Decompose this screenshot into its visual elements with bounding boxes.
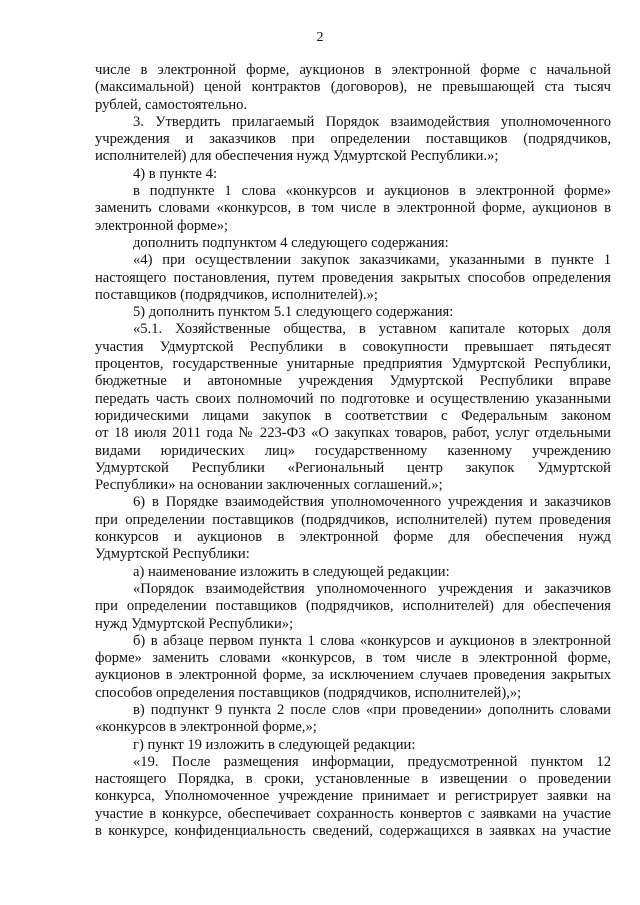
document-body — [95, 62, 611, 840]
text-line: «конкурсов в электронной форме,»; — [95, 719, 317, 736]
text-line: «4) при осуществлении закупок заказчиками, указанными в пункте 1 — [133, 252, 611, 269]
text-line: «5.1. Хозяйственные общества, в уставном капитале которых доля — [133, 321, 611, 338]
text-line: в подпункте 1 слова «конкурсов и аукционов в электронной форме» — [133, 183, 611, 200]
text-line: конкурса, Уполномоченное учреждение принимает и регистрирует заявки на — [95, 788, 611, 805]
text-line: дополнить подпунктом 4 следующего содержания: — [133, 234, 449, 251]
text-line: настоящего постановления, путем проведения закрытых способов определения — [95, 269, 611, 286]
text-line: 6) в Порядке взаимодействия уполномоченного учреждения и заказчиков — [133, 494, 611, 511]
text-line: нужд Удмуртской Республики»; — [95, 615, 294, 632]
text-line: при определении поставщиков (подрядчиков, исполнителей) путем проведения — [95, 511, 611, 528]
text-line: бюджетные и автономные учреждения Удмуртской Республики вправе — [95, 373, 611, 390]
text-line: аукционов в электронной форме, за исключением случаев проведения закрытых — [95, 667, 611, 684]
text-line: (максимальной) ценой контрактов (договоров), не превышающей ста тысяч — [95, 79, 611, 96]
text-line: 5) дополнить пунктом 5.1 следующего содержания: — [133, 304, 454, 321]
text-line: б) в абзаце первом пункта 1 слова «конкурсов и аукционов в электронной — [133, 632, 611, 649]
text-line: поставщиков (подрядчиков, исполнителей).»; — [95, 286, 378, 303]
text-line: участия Удмуртской Республики в совокупности превышает пятьдесят — [95, 338, 611, 355]
text-line: учреждения и заказчиков при определении поставщиков (подрядчиков, — [95, 131, 611, 148]
text-line: конкурсов и аукционов в электронной форме для обеспечения нужд — [95, 529, 611, 546]
text-line: участие в конкурсе, обеспечивает сохранность конвертов с заявками на участие — [95, 805, 611, 822]
text-line: при определении поставщиков (подрядчиков, исполнителей) для обеспечения — [95, 598, 611, 615]
text-line: «Порядок взаимодействия уполномоченного учреждения и заказчиков — [133, 580, 611, 597]
text-line: процентов, государственные унитарные предприятия Удмуртской Республики, — [95, 356, 611, 373]
text-line: г) пункт 19 изложить в следующей редакции: — [133, 736, 416, 753]
text-line: видами юридических лиц» государственному казенному учреждению — [95, 442, 611, 459]
text-line: в) подпункт 9 пункта 2 после слов «при проведении» дополнить словами — [133, 701, 611, 718]
text-line: электронной форме»; — [95, 217, 229, 234]
page-number: 2 — [316, 30, 324, 45]
text-line: передать часть своих полномочий по подготовке и осуществлению указанными — [95, 390, 611, 407]
text-line: форме» заменить словами «конкурсов, в том числе в электронной форме, — [95, 650, 611, 667]
text-line: числе в электронной форме, аукционов в электронной форме с начальной — [95, 62, 611, 78]
text-line: от 18 июля 2011 года № 223-ФЗ «О закупках товаров, работ, услуг отдельными — [95, 425, 611, 442]
text-line: Удмуртской Республики: — [95, 546, 250, 563]
text-line: 4) в пункте 4: — [133, 165, 218, 182]
text-line: Удмуртской Республики «Региональный центр закупок Удмуртской — [95, 459, 611, 476]
text-line: юридическими лицами закупок в соответствии с Федеральным законом — [95, 407, 611, 424]
text-line: рублей, самостоятельно. — [95, 96, 248, 113]
text-line: исполнителей) для обеспечения нужд Удмуртской Республики.»; — [95, 148, 499, 165]
text-line: настоящего Порядка, в сроки, установленные в извещении о проведении — [95, 771, 611, 788]
text-line: Республики» на основании заключенных соглашений.»; — [95, 477, 443, 494]
text-line: заменить словами «конкурсов, в том числе в электронной форме, аукционов в — [95, 200, 611, 217]
text-line: способов определения поставщиков (подрядчиков, исполнителей),»; — [95, 684, 522, 701]
text-line: «19. После размещения информации, предусмотренной пунктом 12 — [133, 753, 611, 770]
text-line: 3. Утвердить прилагаемый Порядок взаимодействия уполномоченного — [133, 113, 611, 130]
text-line: в конкурсе, конфиденциальность сведений, содержащихся в заявках на участие — [95, 823, 611, 840]
text-line: а) наименование изложить в следующей редакции: — [133, 563, 450, 580]
